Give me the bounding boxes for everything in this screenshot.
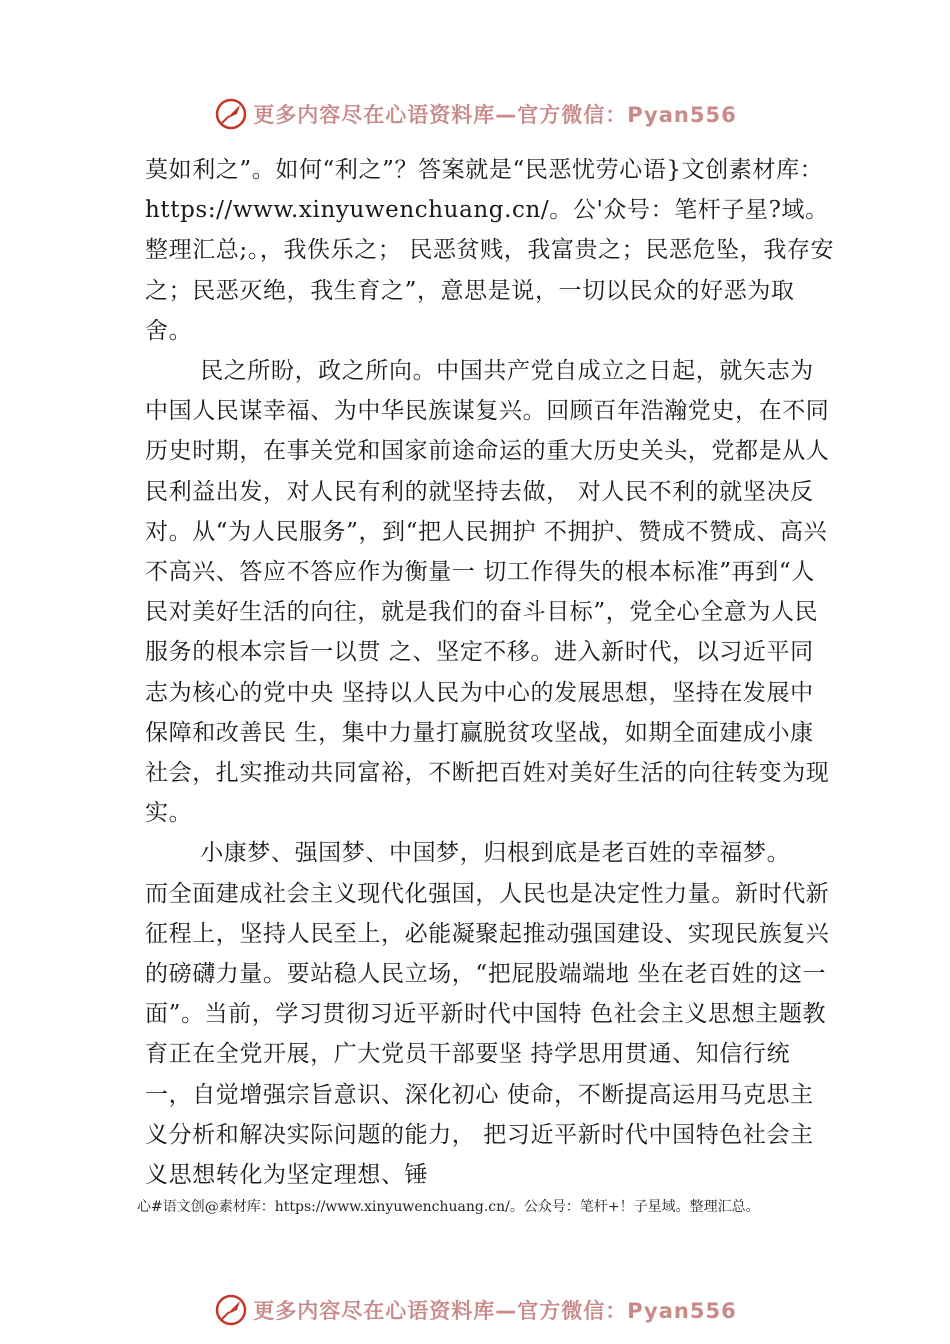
footer-note: 心#语文创@素材库：https://www.xinyuwenchuang.cn/。公众号：笔杆+！子星域。整理汇总。 — [137, 1199, 760, 1215]
quill-pen-icon — [213, 1292, 249, 1328]
document-body — [145, 150, 835, 1195]
footer-banner — [0, 1288, 950, 1332]
paragraph: 而全面建成社会主义现代化强国，人民也是决定性力量。新时代新征程上，坚持人民至上，必能凝聚起推动强国建设、实现民族复兴的磅礴力量。要站稳人民立场，“把屁股端端地 坐在老百姓的这一面”。当前，学习贯彻习近平新时代中国特 色社会主义思想主题教育正在全党开展，广大党员干部要坚 持学思用贯通、知信行统一，自觉增强宗旨意识、深化初心 使命，不断提高运用马克思主义分析和解决实际问题的能力， 把习近平新时代中国特色社会主义思想转化为坚定理想、锤 — [145, 880, 830, 1189]
paragraph: 小康梦、强国梦、中国梦，归根到底是老百姓的幸福梦。 — [200, 840, 791, 867]
banner-text: 更多内容尽在心语资料库—官方微信：Pyan556 — [253, 103, 737, 127]
header-banner — [0, 92, 950, 136]
banner-text: 更多内容尽在心语资料库—官方微信：Pyan556 — [253, 1299, 737, 1323]
paragraph: 莫如利之”。如何“利之”？答案就是“民恶忧劳心语}文创素材库：https://www.xinyuwenchuang.cn/。公'众号：笔杆子星?域。整理汇总;。，我佚乐之； 民恶贫贱，我富贵之；民恶危坠，我存安之；民恶灭绝，我生育之”，意思是说，一切以民众的好恶为取舍。 — [145, 157, 835, 344]
paragraph: 民之所盼，政之所向。中国共产党自成立之日起，就矢志为中国人民谋幸福、为中华民族谋复兴。回顾百年浩瀚党史，在不同历史时期，在事关党和国家前途命运的重大历史关头，党都是从人民利益出发，对人民有利的就坚持去做， 对人民不利的就坚决反对。从“为人民服务”，到“把人民拥护 不拥护、赞成不赞成、高兴不高兴、答应不答应作为衡量一 切工作得失的根本标准”再到“人民对美好生活的向往，就是我们的奋斗目标”，党全心全意为人民服务的根本宗旨一以贯 之、坚定不移。进入新时代，以习近平同志为核心的党中央 坚持以人民为中心的发展思想，坚持在发展中保障和改善民 生，集中力量打赢脱贫攻坚战，如期全面建成小康社会，扎实推动共同富裕，不断把百姓对美好生活的向往转变为现实。 — [145, 358, 830, 827]
quill-pen-icon — [213, 96, 249, 132]
